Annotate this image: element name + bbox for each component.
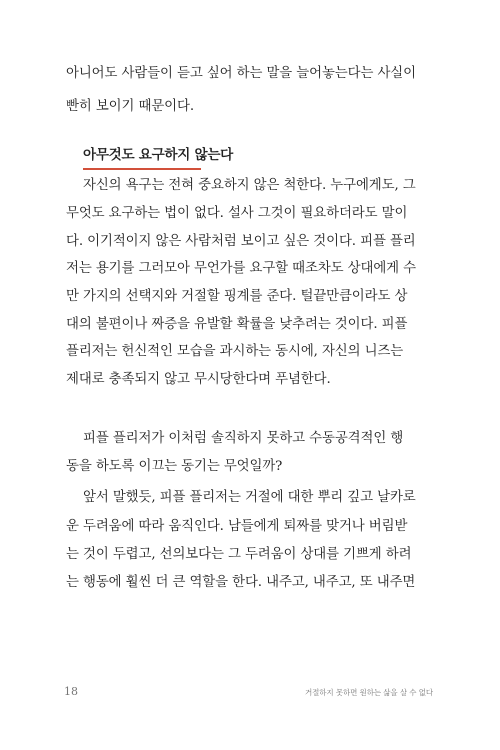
body-text-line: 자신의 욕구는 전혀 중요하지 않은 척한다. 누구에게도, 그 [83, 178, 416, 193]
body-text-line: 는 행동에 훨씬 더 큰 역할을 한다. 내주고, 내주고, 또 내주면 [66, 575, 416, 590]
body-text-line: 동을 하도록 이끄는 동기는 무엇일까? [66, 459, 283, 474]
body-text-line: 운 두려움에 따라 움직인다. 남들에게 퇴짜를 맞거나 버림받 [66, 519, 408, 534]
body-text-line: 는 것이 두렵고, 선의보다는 그 두려움이 상대를 기쁘게 하려 [66, 547, 412, 562]
page-number: 18 [64, 685, 78, 698]
body-text-line: 저는 용기를 그러모아 무언가를 요구할 때조차도 상대에게 수 [66, 261, 416, 276]
body-text-line: 앞서 말했듯, 피플 플리저는 거절에 대한 뿌리 깊고 날카로 [83, 490, 416, 505]
body-text-line: 무엇도 요구하는 법이 없다. 설사 그것이 필요하더라도 말이 [66, 206, 408, 221]
body-text-line: 플리저는 헌신적인 모습을 과시하는 동시에, 자신의 니즈는 [66, 344, 404, 359]
body-text-line: 피플 플리저가 이처럼 솔직하지 못하고 수동공격적인 행 [83, 431, 404, 446]
body-text-line: 제대로 충족되지 않고 무시당한다며 푸념한다. [66, 372, 331, 387]
heading-underline [83, 168, 201, 170]
body-text-line: 아니어도 사람들이 듣고 싶어 하는 말을 늘어놓는다는 사실이 [66, 66, 416, 81]
body-text-line: 만 가지의 선택지와 거절할 핑계를 준다. 털끝만큼이라도 상 [66, 289, 408, 304]
body-text-line: 빤히 보이기 때문이다. [66, 99, 194, 114]
running-footer-title: 거절하지 못하면 원하는 삶을 살 수 없다 [304, 688, 433, 697]
body-text-line: 대의 불편이나 짜증을 유발할 확률을 낮추려는 것이다. 피플 [66, 317, 408, 332]
section-heading: 아무것도 요구하지 않는다 [83, 147, 234, 163]
body-text-line: 다. 이기적이지 않은 사람처럼 보이고 싶은 것이다. 피플 플리 [66, 234, 416, 249]
